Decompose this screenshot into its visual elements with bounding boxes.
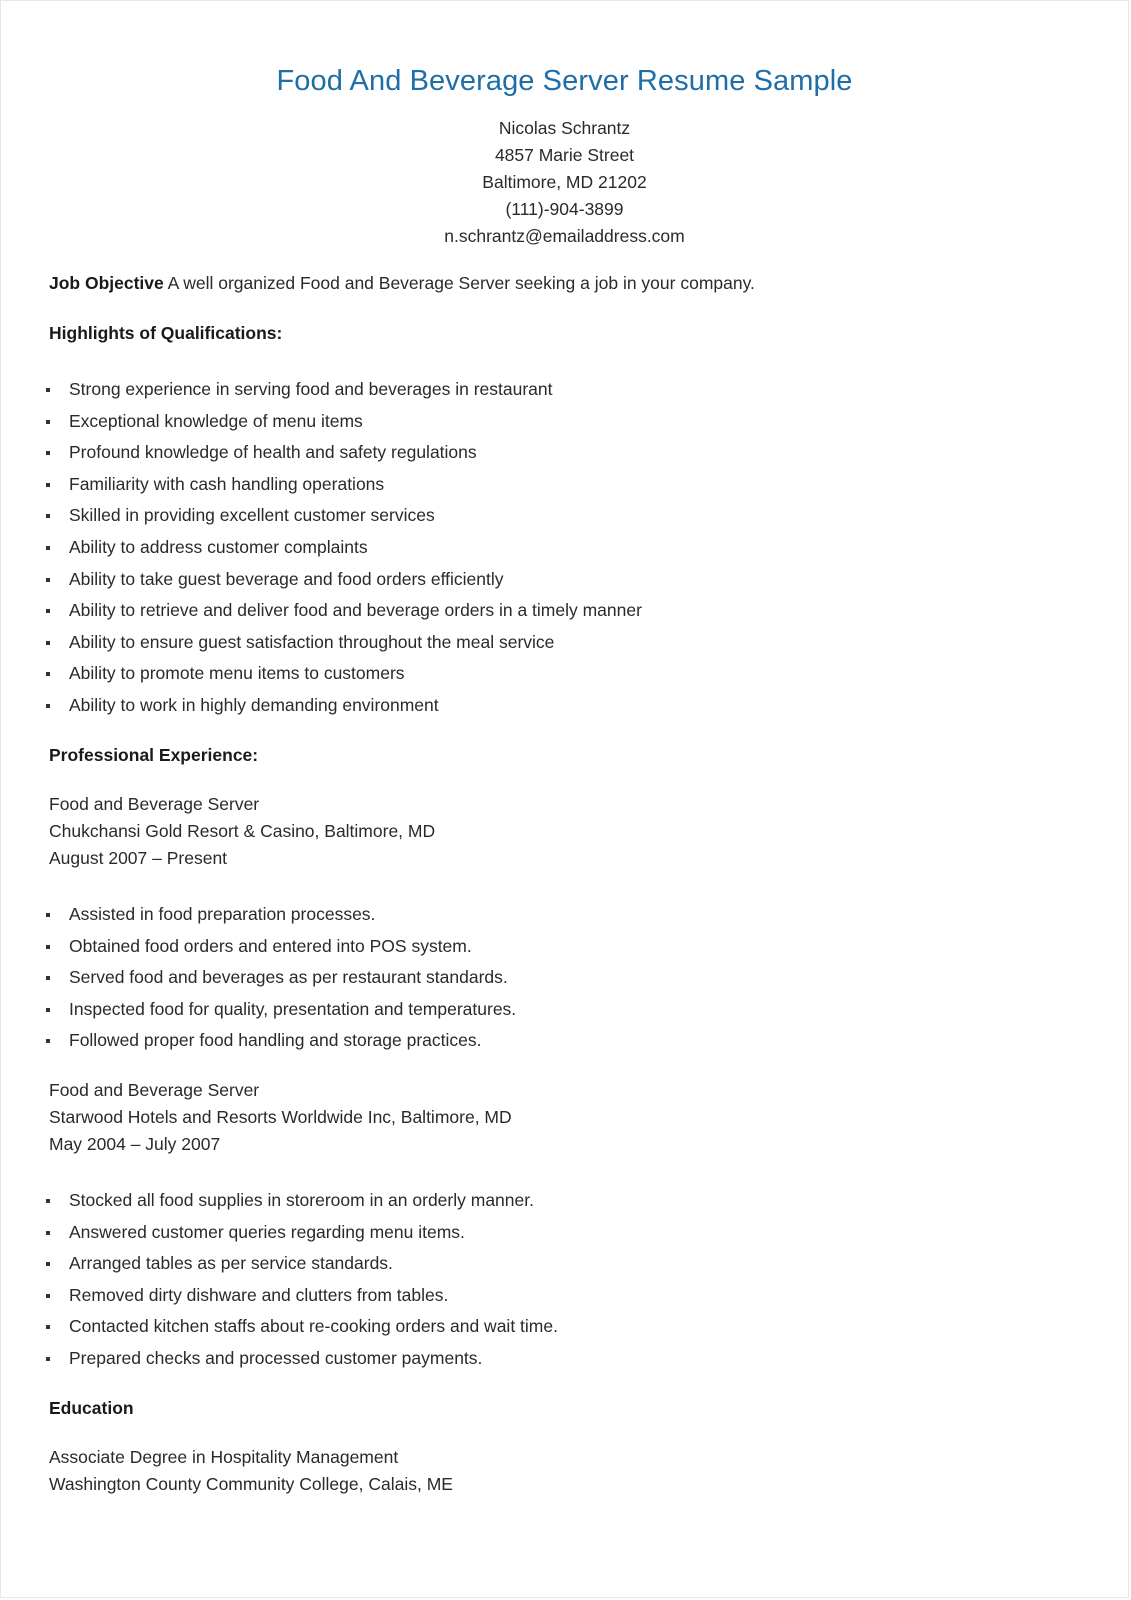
highlights-list — [41, 379, 642, 727]
job-objective-text: A well organized Food and Beverage Server seeking a job in your company. — [163, 273, 755, 293]
job-2-dates: May 2004 – July 2007 — [49, 1134, 221, 1154]
highlights-heading: Highlights of Qualifications: — [49, 323, 283, 343]
list-item: Removed dirty dishware and clutters from tables. — [41, 1285, 558, 1317]
contact-street: 4857 Marie Street — [494, 145, 635, 165]
list-item: Ability to address customer complaints — [41, 537, 642, 569]
job-objective-label: Job Objective — [49, 273, 164, 293]
contact-phone: (111)-904-3899 — [505, 199, 624, 219]
list-item: Strong experience in serving food and beverages in restaurant — [41, 379, 642, 411]
job-2-company: Starwood Hotels and Resorts Worldwide Inc, Baltimore, MD — [49, 1107, 512, 1127]
contact-city: Baltimore, MD 21202 — [482, 172, 647, 192]
contact-name: Nicolas Schrantz — [498, 118, 631, 138]
list-item: Contacted kitchen staffs about re-cooking orders and wait time. — [41, 1316, 558, 1348]
list-item: Ability to ensure guest satisfaction throughout the meal service — [41, 632, 642, 664]
education-school: Washington County Community College, Calais, ME — [49, 1474, 453, 1494]
list-item: Prepared checks and processed customer payments. — [41, 1348, 558, 1380]
list-item: Stocked all food supplies in storeroom in an orderly manner. — [41, 1190, 558, 1222]
experience-heading: Professional Experience: — [49, 745, 259, 765]
job-1-header — [49, 791, 435, 872]
education-degree: Associate Degree in Hospitality Management — [49, 1447, 399, 1467]
job-1-dates: August 2007 – Present — [49, 848, 228, 868]
education-details — [49, 1444, 453, 1498]
contact-block — [1, 115, 1128, 250]
job-1-duties — [41, 904, 516, 1062]
page-title: Food And Beverage Server Resume Sample — [276, 65, 853, 97]
list-item: Assisted in food preparation processes. — [41, 904, 516, 936]
list-item: Obtained food orders and entered into POS system. — [41, 936, 516, 968]
job-1-company: Chukchansi Gold Resort & Casino, Baltimore, MD — [49, 821, 436, 841]
job-2-header — [49, 1077, 512, 1158]
list-item: Ability to take guest beverage and food orders efficiently — [41, 569, 642, 601]
job-2-duties — [41, 1190, 558, 1380]
list-item: Arranged tables as per service standards. — [41, 1253, 558, 1285]
list-item: Served food and beverages as per restaurant standards. — [41, 967, 516, 999]
job-1-title: Food and Beverage Server — [49, 794, 260, 814]
list-item: Followed proper food handling and storage practices. — [41, 1030, 516, 1062]
list-item: Skilled in providing excellent customer services — [41, 505, 642, 537]
list-item: Ability to promote menu items to customers — [41, 663, 642, 695]
job-2-title: Food and Beverage Server — [49, 1080, 260, 1100]
list-item: Ability to retrieve and deliver food and beverage orders in a timely manner — [41, 600, 642, 632]
list-item: Inspected food for quality, presentation and temperatures. — [41, 999, 516, 1031]
job-objective — [49, 273, 755, 294]
list-item: Exceptional knowledge of menu items — [41, 411, 642, 443]
education-heading: Education — [49, 1398, 134, 1418]
list-item: Ability to work in highly demanding environment — [41, 695, 642, 727]
list-item: Familiarity with cash handling operations — [41, 474, 642, 506]
contact-email: n.schrantz@emailaddress.com — [444, 226, 685, 246]
list-item: Answered customer queries regarding menu items. — [41, 1222, 558, 1254]
list-item: Profound knowledge of health and safety regulations — [41, 442, 642, 474]
